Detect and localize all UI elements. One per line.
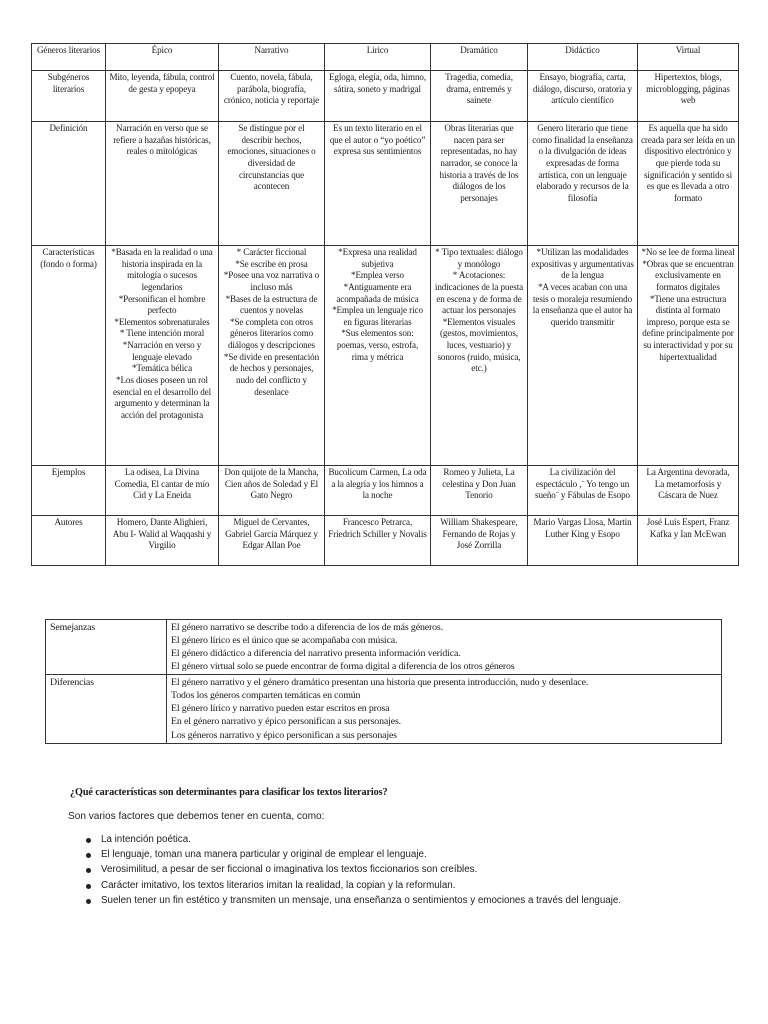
table-cell: Egloga, elegía, oda, himno, sátira, soneto y madrigal	[325, 71, 431, 122]
caracteristicas-row	[32, 246, 739, 466]
cell-line: *Utilizan las modalidades expositivas y argumentativas de la lengua	[531, 247, 634, 281]
table-cell: Ensayo, biografía, carta, diálogo, discurso, oratoria y artículo científico	[528, 71, 638, 122]
table-cell: Homero, Dante Alighieri, Abu I- Walid al Waqqashi y Virgilio	[106, 516, 219, 566]
cell-line: * Acotaciones: indicaciones de la puesta en escena y de forma de actuar los personajes	[434, 270, 524, 316]
cell-line: * Carácter ficcional	[236, 247, 307, 257]
row-label-definicion: Definición	[32, 122, 106, 246]
header-cell-didactico: Didáctico	[528, 44, 638, 71]
table-cell	[528, 246, 638, 466]
autores-row	[32, 516, 739, 566]
semejanza-line: El género narrativo se describe todo a diferencia de los de más géneros.	[171, 622, 443, 633]
cell-line: *Bases de la estructura de cuentos y novelas	[225, 293, 318, 316]
cell-line: *Se completa con otros géneros literarios como diálogos y descripciones	[227, 316, 315, 350]
diferencia-line: Los géneros narrativo y épico personifican a sus personajes	[171, 729, 397, 741]
cell-line: *Temática bélica	[131, 363, 193, 374]
header-cell-lirico: Lírico	[325, 44, 431, 71]
cell-line: *Basada en la realidad o una historia inspirada en la mitología o sucesos legendarios	[111, 247, 213, 292]
bullet-icon	[86, 868, 91, 873]
table-cell	[325, 246, 431, 466]
table-cell	[219, 246, 325, 466]
cell-line: *Sus elementos son: poemas, verso, estrofa, rima y métrica	[336, 328, 419, 362]
cell-line: *Expresa una realidad subjetiva	[338, 247, 417, 269]
list-item-text: El lenguaje, toman una manera particular y original de emplear el lenguaje.	[101, 849, 427, 861]
table-cell	[638, 246, 739, 466]
diferencia-line: En el género narrativo y épico personifican a sus personajes.	[171, 716, 401, 728]
table-cell: Hipertextos, blogs, microblogging, páginas web	[638, 71, 739, 122]
table-cell: Genero literario que tiene como finalidad la enseñanza o la divulgación de ideas expresadas de forma artística, con un lenguaje elaborado y recursos de la filosofía	[528, 122, 638, 246]
header-cell-narrativo: Narrativo	[219, 44, 325, 71]
list-item-text: Verosimilitud, a pesar de ser ficcional o imaginativa los textos ficcionarios son creíbles.	[101, 864, 478, 876]
table-cell: Tragedia, comedia, drama, entremés y sainete	[431, 71, 528, 122]
table-cell: William Shakespeare, Fernando de Rojas y José Zorrilla	[431, 516, 528, 566]
header-cell-dramatico: Dramático	[431, 44, 528, 71]
list-item	[84, 834, 621, 849]
factors-list	[84, 834, 621, 910]
bullet-icon	[86, 853, 91, 858]
bullet-icon	[86, 838, 91, 843]
list-item	[84, 849, 621, 864]
table-cell: Se distingue por el describir hechos, emociones, situaciones o diversidad de circunstancias que acontecen	[219, 122, 325, 246]
subgeneros-row	[32, 71, 739, 122]
header-cell-epico: Épico	[106, 44, 219, 71]
cell-line: *A veces acaban con una tesis o moraleja resumiendo la enseñanza que el autor ha querido transmitir	[532, 281, 633, 327]
table-cell: La civilización del espectáculo ,¨ Yo tengo un sueño¨ y Fábulas de Esopo	[528, 466, 638, 516]
bullet-icon	[86, 884, 91, 889]
header-row	[32, 44, 739, 71]
cell-line: *Se escribe en prosa	[235, 258, 308, 269]
cell-line: * Tiene intención moral	[119, 328, 205, 339]
cell-line: *Posee una voz narrativa o incluso más	[223, 270, 320, 292]
table-cell	[106, 246, 219, 466]
cell-line: *Emplea un lenguaje rico en figuras literarias	[332, 305, 423, 327]
table-cell: Es aquella que ha sido creada para ser leída en un dispositivo electrónico y que pierde toda su significación y sentido si es que es llevada a otro formato	[638, 122, 739, 246]
list-item	[84, 880, 621, 895]
table-cell: Miguel de Cervantes, Gabriel García Márquez y Edgar Allan Poe	[219, 516, 325, 566]
header-cell-generos: Géneros literarios	[32, 44, 106, 71]
diferencias-label: Diferencias	[46, 675, 167, 743]
semejanza-line: El género virtual solo se puede encontrar de forma digital a diferencia de los otros géneros	[171, 661, 515, 673]
semejanzas-label: Semejanzas	[46, 620, 167, 675]
row-label-ejemplos: Ejemplos	[32, 466, 106, 516]
diferencia-line: El género narrativo y el género dramático presentan una historia que presenta introducción, nudo y desenlace.	[171, 677, 589, 689]
table-cell: Don quijote de la Mancha, Cien años de Soledad y El Gato Negro	[219, 466, 325, 516]
semejanza-line: El género lírico es el único que se acompañaba con música.	[171, 635, 398, 647]
semejanzas-row	[46, 620, 722, 675]
cell-line: *Narración en verso y lenguaje elevado	[122, 340, 202, 362]
question-heading: ¿Qué características son determinantes para clasificar los textos literarios?	[70, 787, 388, 798]
definicion-row	[32, 122, 739, 246]
list-item	[84, 864, 621, 879]
row-label-subgeneros: Subgéneros literarios	[32, 71, 106, 122]
cell-line: *Personifican el hombre perfecto	[118, 293, 206, 316]
list-item-text: La intención poética.	[101, 834, 191, 845]
table-cell: Obras literarias que nacen para ser representadas, no hay narrador, se conoce la historia a través de los diálogos de los personajes	[431, 122, 528, 246]
cell-line: *Obras que se encuentran exclusivamente en formatos digitales	[642, 258, 734, 292]
table-cell: José Luis Espert, Franz Kafka y Ian McEwan	[638, 516, 739, 566]
table-cell: Narración en verso que se refiere a hazañas históricas, reales o mitológicas	[106, 122, 219, 246]
list-item-text: Carácter imitativo, los textos literarios imitan la realidad, la copian y la reformulan.	[101, 879, 456, 891]
table-cell	[431, 246, 528, 466]
table-cell: Cuento, novela, fábula, parábola, biografía, crónico, noticia y reportaje	[219, 71, 325, 122]
diferencia-line: Todos los géneros comparten temáticas en común	[171, 690, 361, 702]
list-item	[84, 895, 621, 910]
list-item-text: Suelen tener un fin estético y transmiten un mensaje, una enseñanza o sentimientos y emociones a través del lenguaje.	[101, 894, 622, 906]
diferencia-line: El género lírico y narrativo pueden estar escritos en prosa	[171, 703, 390, 715]
cell-line: *Elementos sobrenaturales	[114, 316, 210, 327]
row-label-autores: Autores	[32, 516, 106, 566]
literary-genres-table	[31, 43, 739, 566]
cell-line: * Tipo textuales: diálogo y monólogo	[435, 247, 523, 269]
table-cell: Bucolicum Carmen, La oda a la alegría y los himnos a la noche	[325, 466, 431, 516]
cell-line: *Tiene una estructura distinta al formato impreso, porque esta se define principalmente por su interactividad y por su hipertextualidad	[642, 293, 734, 362]
cell-line: *Emplea verso	[351, 270, 404, 281]
table-cell: La odisea, La Divina Comedia, El cantar de mío Cid y La Eneida	[106, 466, 219, 516]
cell-line: *Los dioses poseen un rol esencial en el desarrollo del argumento y determinan la acción del protagonista	[112, 374, 212, 420]
semejanza-line: El género didáctico a diferencia del narrativo presenta información verídica.	[171, 648, 461, 660]
row-label-caracteristicas: Características (fondo o forma)	[32, 246, 106, 466]
table-cell: Es un texto literario en el que el autor o “yo poético” expresa sus sentimientos	[325, 122, 431, 246]
table-cell: Francesco Petrarca, Friedrich Schiller y Novalis	[325, 516, 431, 566]
semejanzas-content	[167, 620, 722, 675]
cell-line: *Antiguamente era acompañada de música	[336, 281, 419, 304]
table-cell: Mito, leyenda, fábula, control de gesta y epopeya	[106, 71, 219, 122]
question-intro: Son varios factores que debemos tener en cuenta, como:	[68, 811, 325, 822]
cell-line: *Elementos visuales (gestos, movimientos, luces, vestuario) y sonoros (ruido, música, etc.)	[437, 316, 521, 374]
table-cell: Romeo y Julieta, La celestina y Don Juan Tenorio	[431, 466, 528, 516]
bullet-icon	[86, 899, 91, 904]
diferencias-content	[167, 675, 722, 743]
ejemplos-row	[32, 466, 739, 516]
table-cell: La Argentina devorada, La metamorfosis y Cáscara de Nuez	[638, 466, 739, 516]
comparison-table	[45, 619, 722, 744]
table-cell: Mario Vargas Llosa, Martin Luther King y Esopo	[528, 516, 638, 566]
diferencias-row	[46, 675, 722, 743]
cell-line: *No se lee de forma lineal	[641, 247, 735, 257]
cell-line: *Se divide en presentación de hechos y personajes, nudo del conflicto y desenlace	[223, 351, 320, 397]
header-cell-virtual: Virtual	[638, 44, 739, 71]
